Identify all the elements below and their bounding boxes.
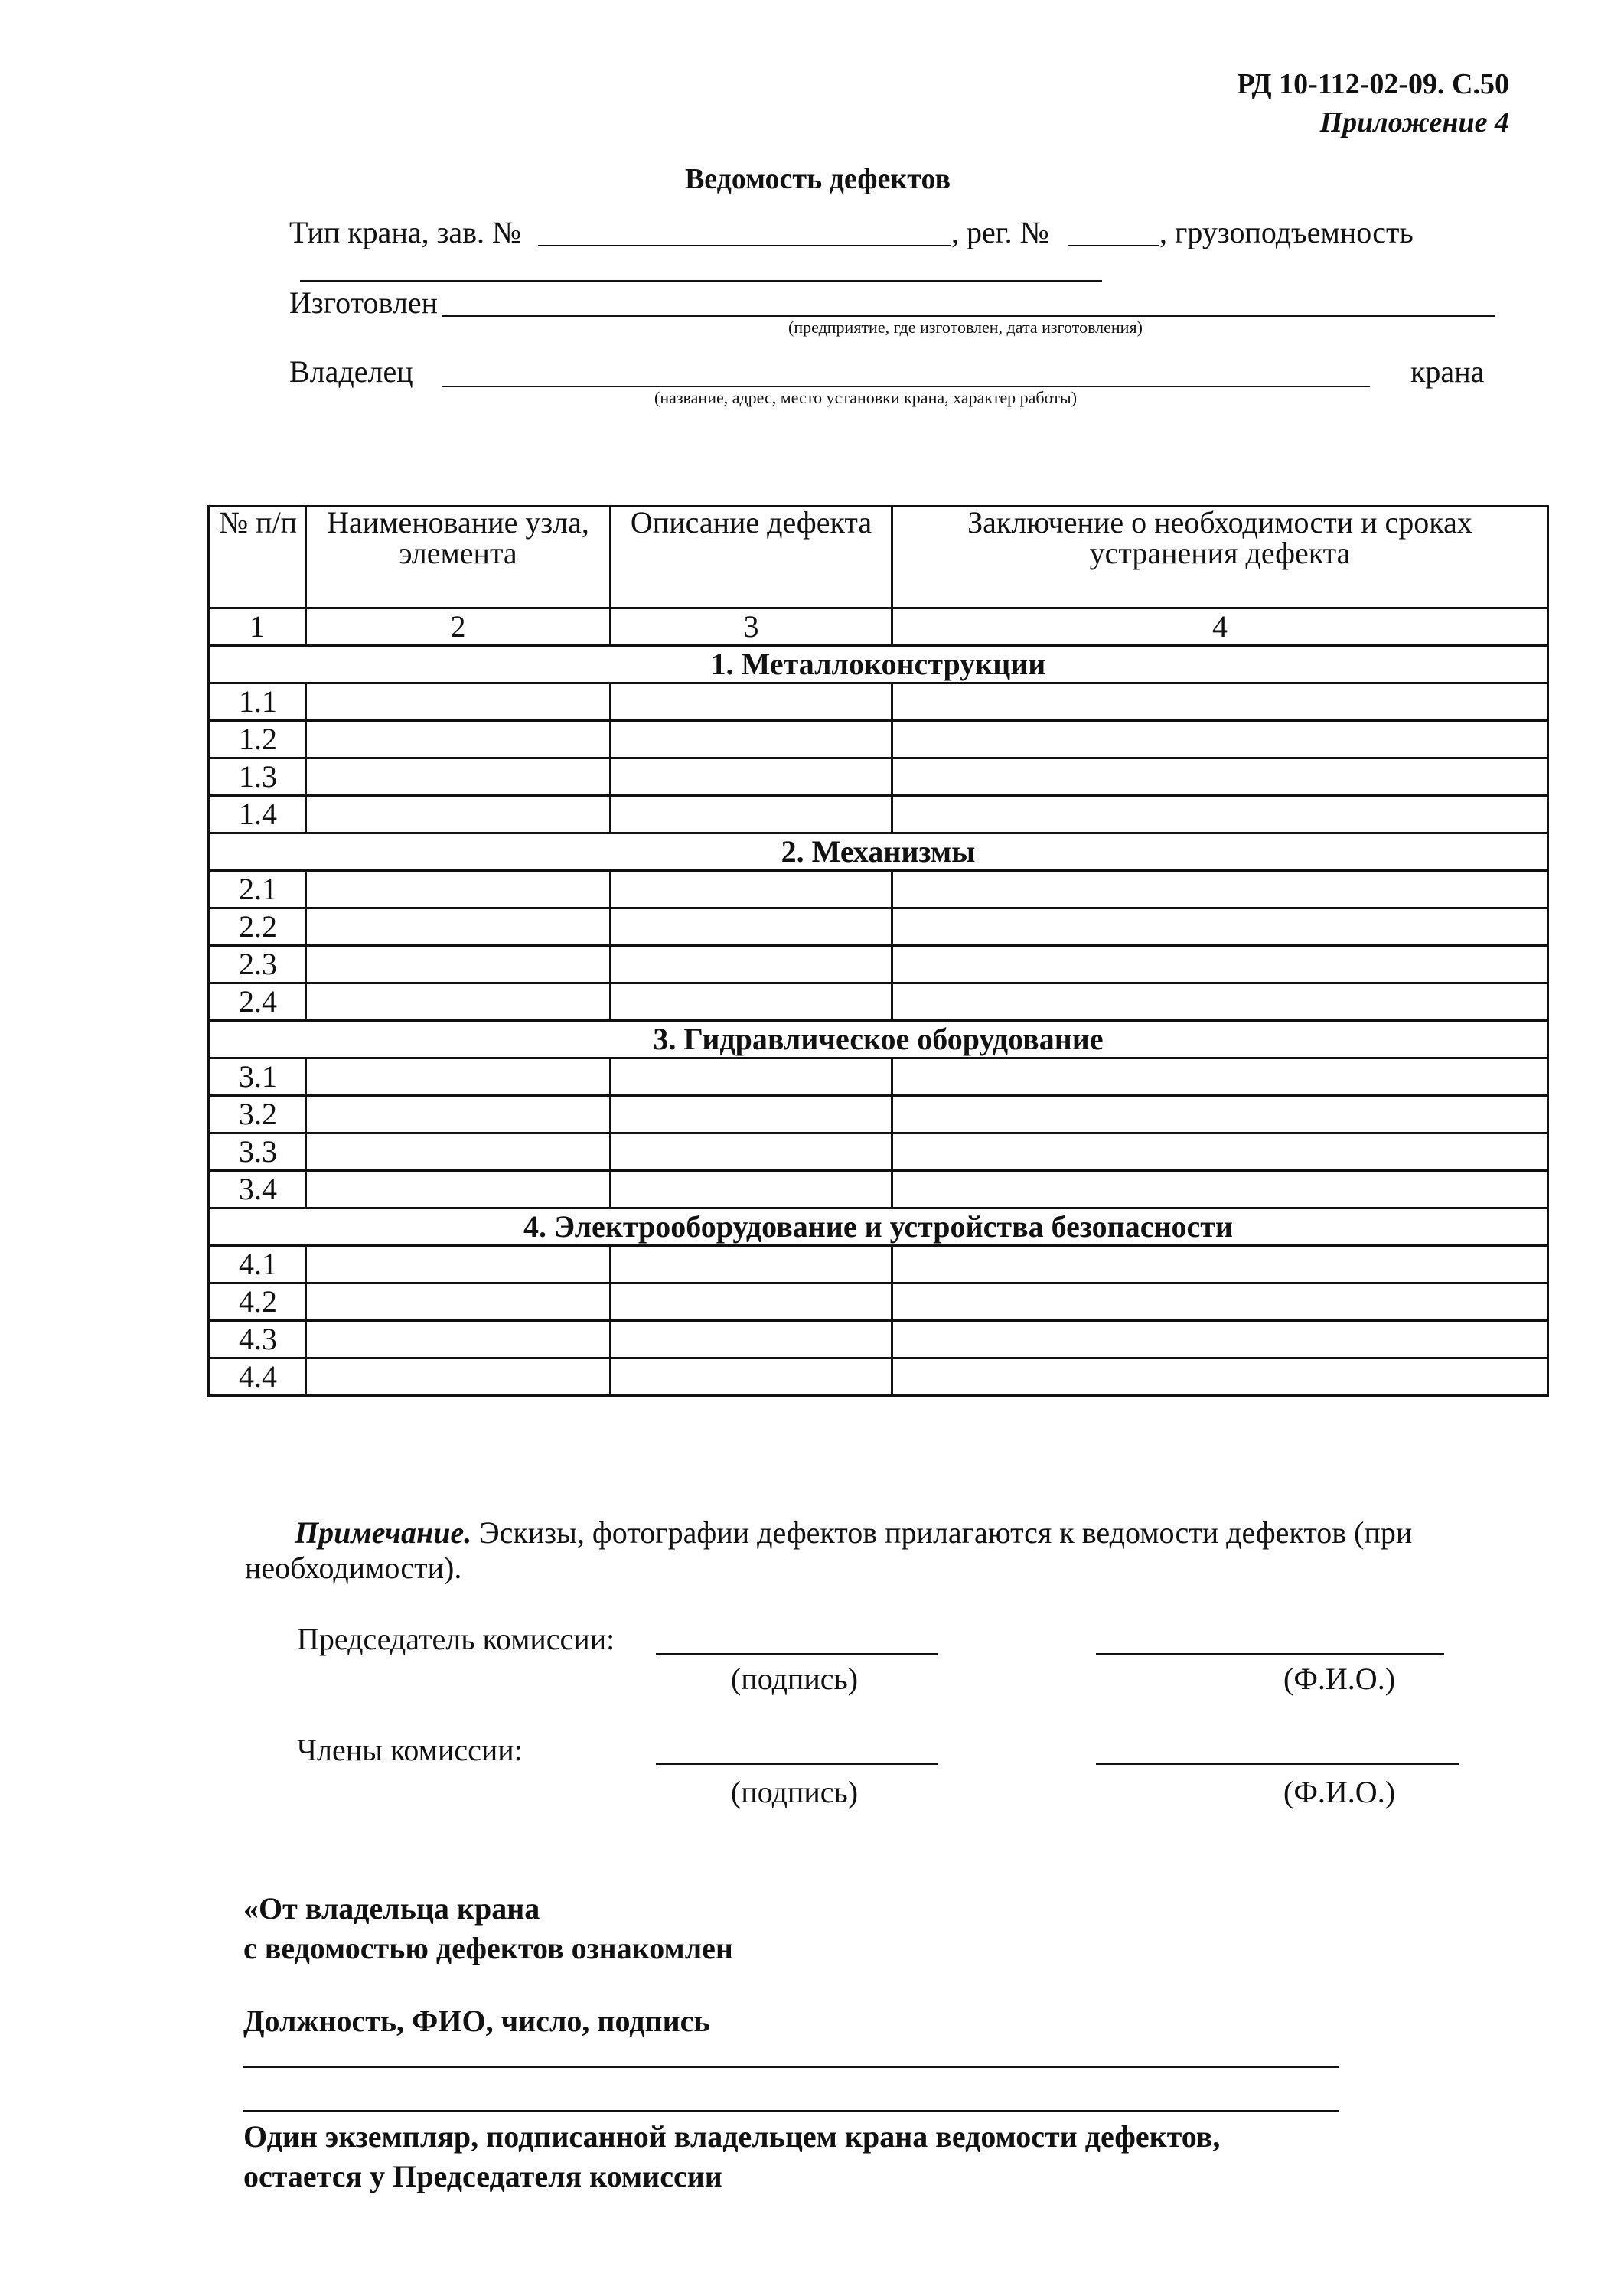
members-name-field[interactable] [1096, 1763, 1459, 1765]
chairman-name-field[interactable] [1096, 1653, 1444, 1655]
owner-field[interactable] [442, 386, 1370, 387]
row-number: 1.1 [209, 683, 306, 721]
note-label: Примечание. [295, 1515, 472, 1550]
defect-description-cell[interactable] [611, 908, 892, 946]
conclusion-cell[interactable] [892, 758, 1548, 796]
row-number: 2.3 [209, 946, 306, 983]
table-row [209, 983, 1548, 1021]
column-number-row [209, 608, 1548, 646]
members-signature-field[interactable] [656, 1763, 938, 1765]
defect-description-cell[interactable] [611, 871, 892, 908]
owner-ack-line3: Должность, ФИО, число, подпись [243, 2004, 710, 2038]
section-title: 3. Гидравлическое оборудование [209, 1021, 1548, 1058]
row-number: 1.2 [209, 721, 306, 758]
members-label: Члены комиссии: [297, 1733, 523, 1767]
defect-description-cell[interactable] [611, 1058, 892, 1096]
element-name-cell[interactable] [306, 721, 611, 758]
conclusion-cell[interactable] [892, 1133, 1548, 1171]
name-caption: (Ф.И.О.) [1283, 1662, 1396, 1696]
table-row [209, 946, 1548, 983]
row-number: 3.2 [209, 1096, 306, 1133]
defect-description-cell[interactable] [611, 1133, 892, 1171]
conclusion-cell[interactable] [892, 1171, 1548, 1208]
table-header-row [209, 507, 1548, 608]
chairman-signature-field[interactable] [656, 1653, 938, 1655]
conclusion-cell[interactable] [892, 983, 1548, 1021]
section-row [209, 833, 1548, 871]
element-name-cell[interactable] [306, 1321, 611, 1358]
crane-type-field[interactable] [538, 245, 951, 246]
final-note-line2: остается у Председателя комиссии [243, 2159, 722, 2193]
table-row [209, 1171, 1548, 1208]
reg-number-field[interactable] [1068, 245, 1159, 246]
manufactured-label: Изготовлен [289, 285, 439, 320]
header-element-name: Наименование узла, элемента [306, 507, 611, 608]
element-name-cell[interactable] [306, 1358, 611, 1396]
manufactured-field[interactable] [442, 315, 1495, 317]
column-number: 4 [892, 608, 1548, 646]
header-conclusion: Заключение о необходимости и сроках устранения дефекта [892, 507, 1548, 608]
page-title: Ведомость дефектов [684, 163, 951, 195]
row-number: 1.3 [209, 758, 306, 796]
table-row [209, 1321, 1548, 1358]
owner-ack-line1: «От владельца крана [243, 1891, 540, 1926]
defect-description-cell[interactable] [611, 1171, 892, 1208]
row-number: 3.3 [209, 1133, 306, 1171]
owner-ack-field[interactable] [243, 2066, 1339, 2068]
defects-table [207, 505, 1549, 1397]
signature-caption: (подпись) [731, 1775, 859, 1809]
table-row [209, 1246, 1548, 1283]
note-paragraph [245, 1515, 1485, 1586]
element-name-cell[interactable] [306, 871, 611, 908]
section-row [209, 1208, 1548, 1246]
conclusion-cell[interactable] [892, 908, 1548, 946]
element-name-cell[interactable] [306, 1246, 611, 1283]
defect-description-cell[interactable] [611, 1283, 892, 1321]
appendix-label: Приложение 4 [1319, 106, 1509, 139]
conclusion-cell[interactable] [892, 796, 1548, 833]
table-row [209, 1133, 1548, 1171]
element-name-cell[interactable] [306, 1058, 611, 1096]
element-name-cell[interactable] [306, 1133, 611, 1171]
table-row [209, 1283, 1548, 1321]
table-row [209, 721, 1548, 758]
signature-caption: (подпись) [731, 1662, 859, 1696]
conclusion-cell[interactable] [892, 1246, 1548, 1283]
owner-suffix: крана [1410, 354, 1485, 389]
table-row [209, 758, 1548, 796]
table-row [209, 796, 1548, 833]
element-name-cell[interactable] [306, 683, 611, 721]
owner-hint: (название, адрес, место установки крана, характер работы) [654, 388, 1078, 407]
name-caption: (Ф.И.О.) [1283, 1775, 1396, 1809]
conclusion-cell[interactable] [892, 871, 1548, 908]
crane-type-label: Тип крана, зав. № [289, 215, 522, 249]
capacity-field[interactable] [300, 280, 1102, 282]
row-number: 4.3 [209, 1321, 306, 1358]
defect-description-cell[interactable] [611, 1321, 892, 1358]
header-number: № п/п [209, 507, 306, 608]
row-number: 2.1 [209, 871, 306, 908]
conclusion-cell[interactable] [892, 946, 1548, 983]
section-title: 4. Электрооборудование и устройства безопасности [209, 1208, 1548, 1246]
defect-description-cell[interactable] [611, 983, 892, 1021]
defect-description-cell[interactable] [611, 1246, 892, 1283]
document-code: РД 10-112-02-09. С.50 [1237, 68, 1509, 100]
element-name-cell[interactable] [306, 1171, 611, 1208]
element-name-cell[interactable] [306, 908, 611, 946]
defect-description-cell[interactable] [611, 758, 892, 796]
owner-ack-field-2[interactable] [243, 2110, 1339, 2112]
table-row [209, 1096, 1548, 1133]
column-number: 2 [306, 608, 611, 646]
section-title: 1. Металлоконструкции [209, 646, 1548, 683]
note-text: Эскизы, фотографии дефектов прилагаются к ведомости дефектов (при необходимости). [245, 1515, 1413, 1585]
row-number: 3.4 [209, 1171, 306, 1208]
row-number: 2.4 [209, 983, 306, 1021]
row-number: 4.2 [209, 1283, 306, 1321]
defect-description-cell[interactable] [611, 946, 892, 983]
defect-description-cell[interactable] [611, 796, 892, 833]
conclusion-cell[interactable] [892, 1358, 1548, 1396]
section-row [209, 1021, 1548, 1058]
row-number: 2.2 [209, 908, 306, 946]
conclusion-cell[interactable] [892, 683, 1548, 721]
conclusion-cell[interactable] [892, 1058, 1548, 1096]
capacity-label: , грузоподъемность [1159, 215, 1414, 249]
conclusion-cell[interactable] [892, 1321, 1548, 1358]
element-name-cell[interactable] [306, 758, 611, 796]
row-number: 1.4 [209, 796, 306, 833]
reg-label: , рег. № [951, 215, 1049, 249]
element-name-cell[interactable] [306, 796, 611, 833]
table-row [209, 871, 1548, 908]
table-row [209, 1058, 1548, 1096]
manufactured-hint: (предприятие, где изготовлен, дата изготовления) [788, 318, 1143, 337]
conclusion-cell[interactable] [892, 721, 1548, 758]
element-name-cell[interactable] [306, 983, 611, 1021]
conclusion-cell[interactable] [892, 1096, 1548, 1133]
section-title: 2. Механизмы [209, 833, 1548, 871]
owner-ack-line2: с ведомостью дефектов ознакомлен [243, 1931, 733, 1965]
row-number: 4.1 [209, 1246, 306, 1283]
column-number: 1 [209, 608, 306, 646]
header-defect-description: Описание дефекта [611, 507, 892, 608]
defect-description-cell[interactable] [611, 721, 892, 758]
table-row [209, 908, 1548, 946]
chairman-label: Председатель комиссии: [297, 1622, 615, 1656]
owner-label: Владелец [289, 354, 413, 389]
defect-description-cell[interactable] [611, 683, 892, 721]
element-name-cell[interactable] [306, 946, 611, 983]
final-note-line1: Один экземпляр, подписанной владельцем крана ведомости дефектов, [243, 2119, 1221, 2154]
section-row [209, 646, 1548, 683]
defect-description-cell[interactable] [611, 1358, 892, 1396]
element-name-cell[interactable] [306, 1096, 611, 1133]
table-row [209, 1358, 1548, 1396]
conclusion-cell[interactable] [892, 1283, 1548, 1321]
element-name-cell[interactable] [306, 1283, 611, 1321]
column-number: 3 [611, 608, 892, 646]
row-number: 4.4 [209, 1358, 306, 1396]
row-number: 3.1 [209, 1058, 306, 1096]
table-row [209, 683, 1548, 721]
defect-description-cell[interactable] [611, 1096, 892, 1133]
